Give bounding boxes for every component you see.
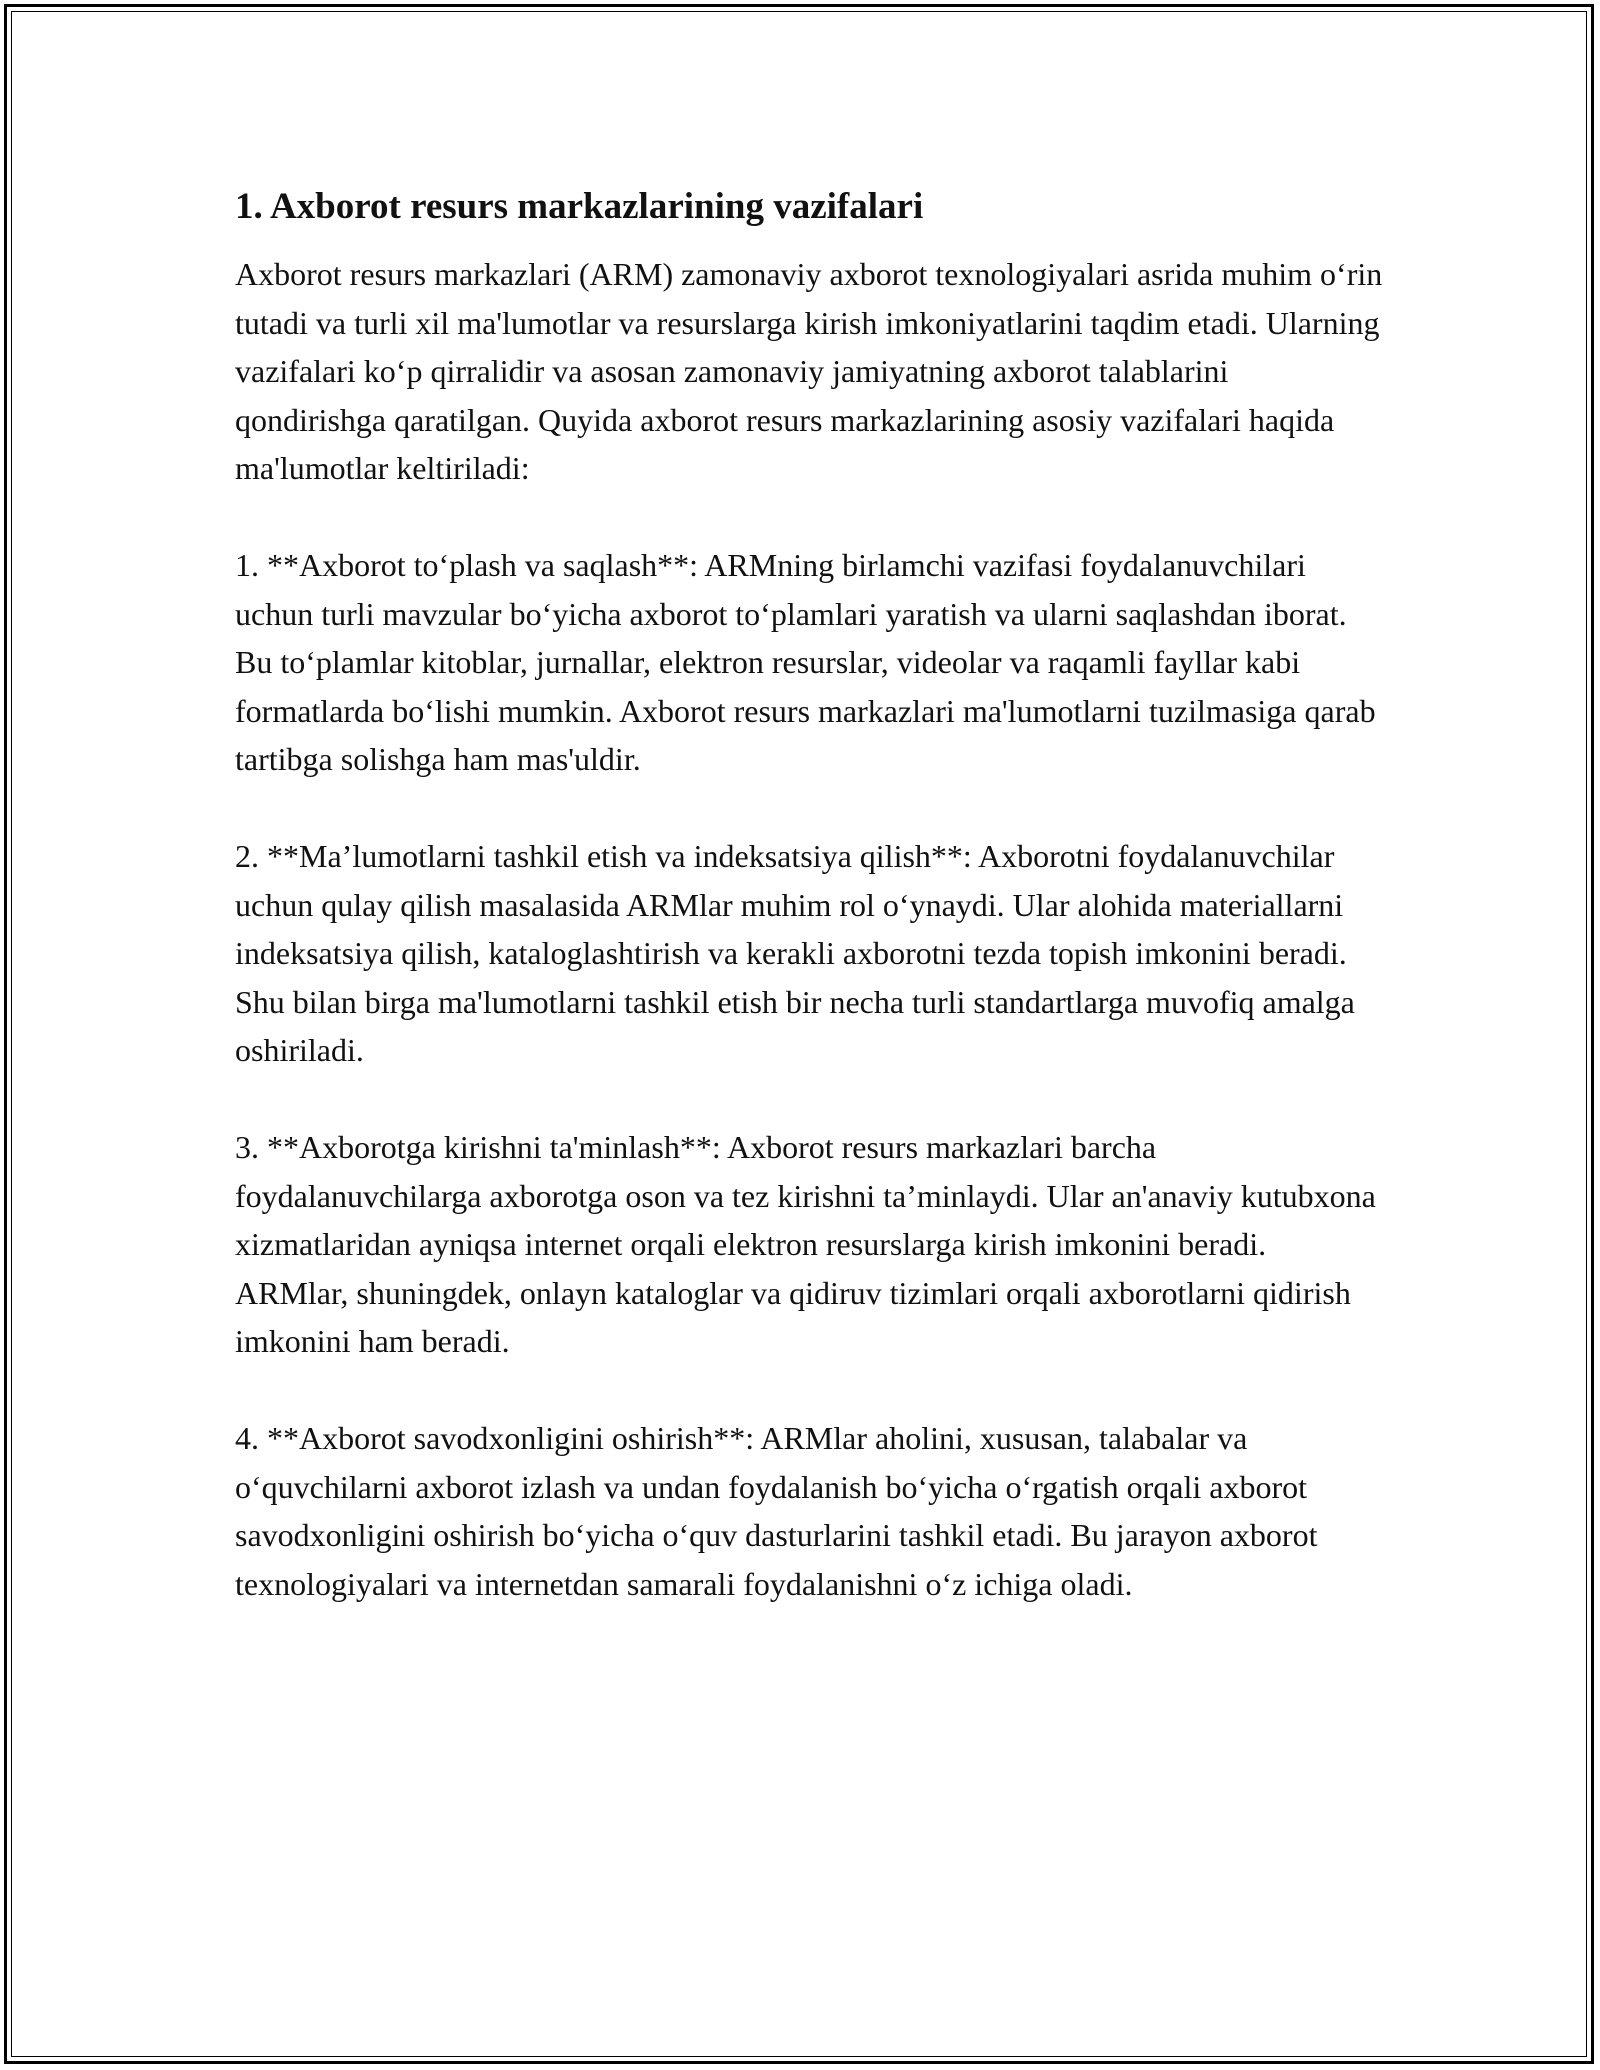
- paragraph-item-3: 3. **Axborotga kirishni ta'minlash**: Axborot resurs markazlari barcha foydalanuvchilarga axborotga oson va tez kirishni ta’minlaydi. Ular an'anaviy kutubxona xizmatlaridan ayniqsa internet orqali elektron resurslarga kirish imkonini beradi. ARMlar, shuningdek, onlayn kataloglar va qidiruv tizimlari orqali axborotlarni qidirish imkonini ham beradi.: [235, 1129, 1376, 1359]
- document-title: 1. Axborot resurs markazlarining vazifalari: [235, 186, 924, 227]
- paragraph-item-2: 2. **Ma’lumotlarni tashkil etish va indeksatsiya qilish**: Axborotni foydalanuvchilar uchun qulay qilish masalasida ARMlar muhim rol o‘ynaydi. Ular alohida materiallarni indeksatsiya qilish, kataloglashtirish va kerakli axborotni tezda topish imkonini beradi. Shu bilan birga ma'lumotlarni tashkil etish bir necha turli standartlarga muvofiq amalga oshiriladi.: [235, 838, 1355, 1068]
- paragraph-item-1: 1. **Axborot to‘plash va saqlash**: ARMning birlamchi vazifasi foydalanuvchilari uchun turli mavzular bo‘yicha axborot to‘plamlari yaratish va ularni saqlashdan iborat. Bu to‘plamlar kitoblar, jurnallar, elektron resurslar, videolar va raqamli fayllar kabi formatlarda bo‘lishi mumkin. Axborot resurs markazlari ma'lumotlarni tuzilmasiga qarab tartibga solishga ham mas'uldir.: [235, 547, 1376, 777]
- document-body: [235, 184, 1385, 1657]
- paragraph-item-4: 4. **Axborot savodxonligini oshirish**: ARMlar aholini, xususan, talabalar va o‘quvchilarni axborot izlash va undan foydalanish bo‘yicha o‘rgatish orqali axborot savodxonligini oshirish bo‘yicha o‘quv dasturlarini tashkil etadi. Bu jarayon axborot texnologiyalari va internetdan samarali foydalanishni o‘z ichiga oladi.: [235, 1420, 1318, 1602]
- intro-paragraph: Axborot resurs markazlari (ARM) zamonaviy axborot texnologiyalari asrida muhim o‘rin tutadi va turli xil ma'lumotlar va resurslarga kirish imkoniyatlarini taqdim etadi. Ularning vazifalari ko‘p qirralidir va asosan zamonaviy jamiyatning axborot talablarini qondirishga qaratilgan. Quyida axborot resurs markazlarining asosiy vazifalari haqida ma'lumotlar keltiriladi:: [235, 256, 1383, 486]
